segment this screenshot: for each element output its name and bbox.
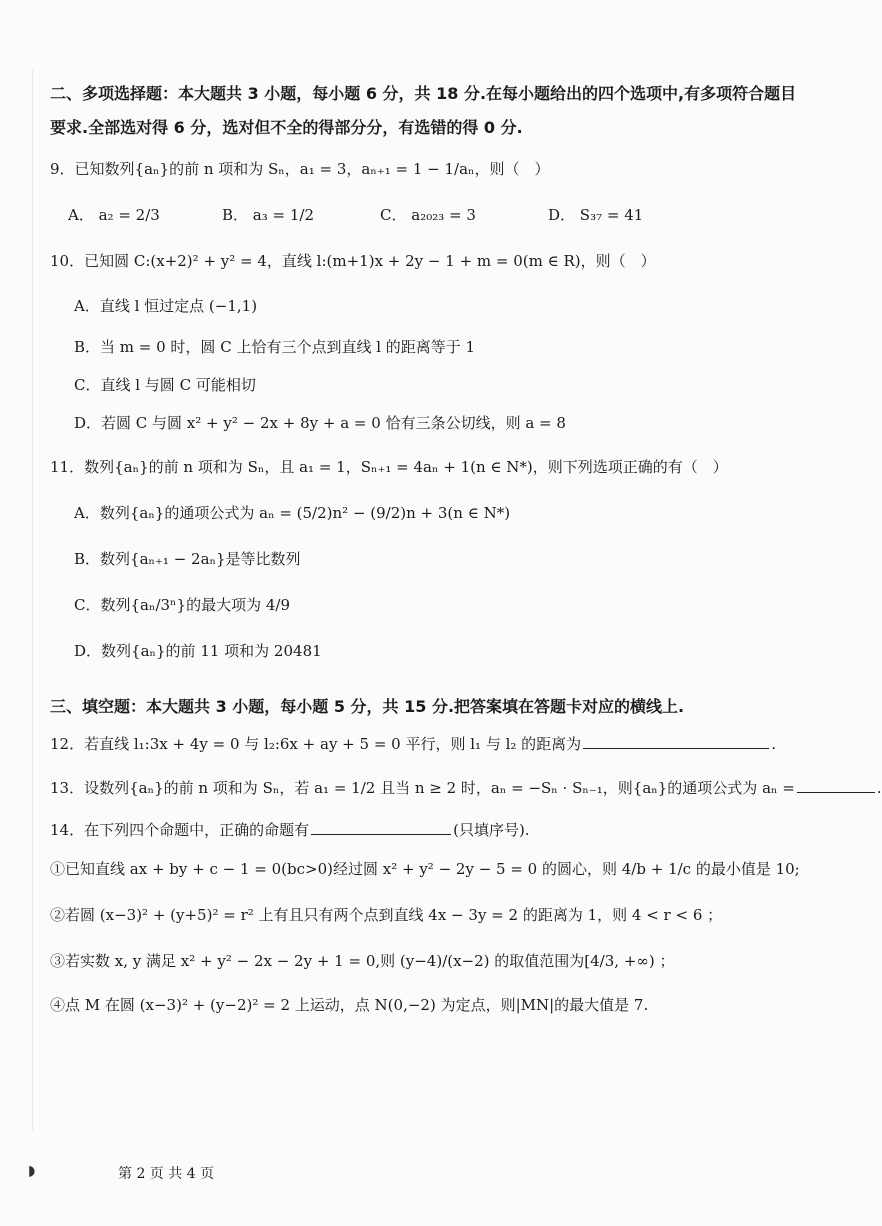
question-14-stem-start: 14．在下列四个命题中，正确的命题有: [50, 821, 310, 839]
question-14-answer-blank: [311, 820, 451, 835]
question-10-option-c: C．直线 l 与圆 C 可能相切: [74, 376, 256, 394]
question-13-stem: 13．设数列{aₙ}的前 n 项和为 Sₙ，若 a₁ = 1/2 且当 n ≥ 2 时，aₙ = −Sₙ · Sₙ₋₁，则{aₙ}的通项公式为 aₙ =: [50, 779, 795, 797]
question-12-answer-blank: [583, 734, 769, 749]
question-10-stem: 10．已知圆 C:(x+2)² + y² = 4，直线 l:(m+1)x + 2y − 1 + m = 0(m ∈ R)，则（ ）: [50, 252, 656, 270]
question-13: [50, 778, 882, 797]
page-number: 第 2 页 共 4 页: [118, 1166, 215, 1182]
question-9-option-c: C． a₂₀₂₃ = 3: [380, 206, 476, 224]
question-11-option-b: B．数列{aₙ₊₁ − 2aₙ}是等比数列: [74, 550, 301, 568]
question-10-option-a: A．直线 l 恒过定点 (−1,1): [74, 297, 258, 315]
question-9-option-d: D． S₃₇ = 41: [548, 206, 644, 224]
question-11-option-d: D．数列{aₙ}的前 11 项和为 20481: [74, 642, 322, 660]
question-13-end: .: [876, 779, 882, 797]
page-margin-line: [32, 70, 33, 1130]
section-2-heading-line-2: 要求.全部选对得 6 分，选对但不全的得部分分，有选错的得 0 分.: [50, 118, 523, 137]
question-9-option-b: B． a₃ = 1/2: [222, 206, 314, 224]
question-14-stem: [50, 820, 530, 839]
section-3-heading: 三、填空题：本大题共 3 小题，每小题 5 分，共 15 分.把答案填在答题卡对应的横线上.: [50, 697, 685, 716]
binding-mark-icon: ◗: [28, 1163, 36, 1179]
question-14-proposition-2: ②若圆 (x−3)² + (y+5)² = r² 上有且只有两个点到直线 4x − 3y = 2 的距离为 1，则 4 < r < 6 ；: [50, 906, 723, 924]
question-14-proposition-4: ④点 M 在圆 (x−3)² + (y−2)² = 2 上运动，点 N(0,−2) 为定点，则|MN|的最大值是 7.: [50, 996, 649, 1014]
question-11-option-c: C．数列{aₙ/3ⁿ}的最大项为 4/9: [74, 596, 290, 614]
question-9-stem: 9．已知数列{aₙ}的前 n 项和为 Sₙ，a₁ = 3，aₙ₊₁ = 1 − 1/aₙ，则（ ）: [50, 160, 550, 178]
section-2-heading-line-1: 二、多项选择题：本大题共 3 小题，每小题 6 分，共 18 分.在每小题给出的四个选项中,有多项符合题目: [50, 84, 797, 103]
question-10-option-b: B．当 m = 0 时，圆 C 上恰有三个点到直线 l 的距离等于 1: [74, 338, 476, 356]
question-10-option-d: D．若圆 C 与圆 x² + y² − 2x + 8y + a = 0 恰有三条公切线，则 a = 8: [74, 414, 566, 432]
question-11-stem: 11．数列{aₙ}的前 n 项和为 Sₙ，且 a₁ = 1，Sₙ₊₁ = 4aₙ + 1(n ∈ N*)，则下列选项正确的有（ ）: [50, 458, 728, 476]
question-11-option-a: A．数列{aₙ}的通项公式为 aₙ = (5/2)n² − (9/2)n + 3(n ∈ N*): [74, 504, 511, 522]
question-14-proposition-3: ③若实数 x, y 满足 x² + y² − 2x − 2y + 1 = 0,则 (y−4)/(x−2) 的取值范围为[4/3, +∞) ；: [50, 952, 675, 970]
question-14-stem-end: (只填序号).: [453, 821, 530, 839]
question-12-end: .: [771, 735, 776, 753]
question-12: [50, 734, 776, 753]
question-12-stem: 12．若直线 l₁:3x + 4y = 0 与 l₂:6x + ay + 5 = 0 平行，则 l₁ 与 l₂ 的距离为: [50, 735, 582, 753]
question-14-proposition-1: ①已知直线 ax + by + c − 1 = 0(bc>0)经过圆 x² + y² − 2y − 5 = 0 的圆心，则 4/b + 1/c 的最小值是 10;: [50, 860, 800, 878]
question-13-answer-blank: [797, 778, 875, 793]
question-9-option-a: A． a₂ = 2/3: [68, 206, 160, 224]
